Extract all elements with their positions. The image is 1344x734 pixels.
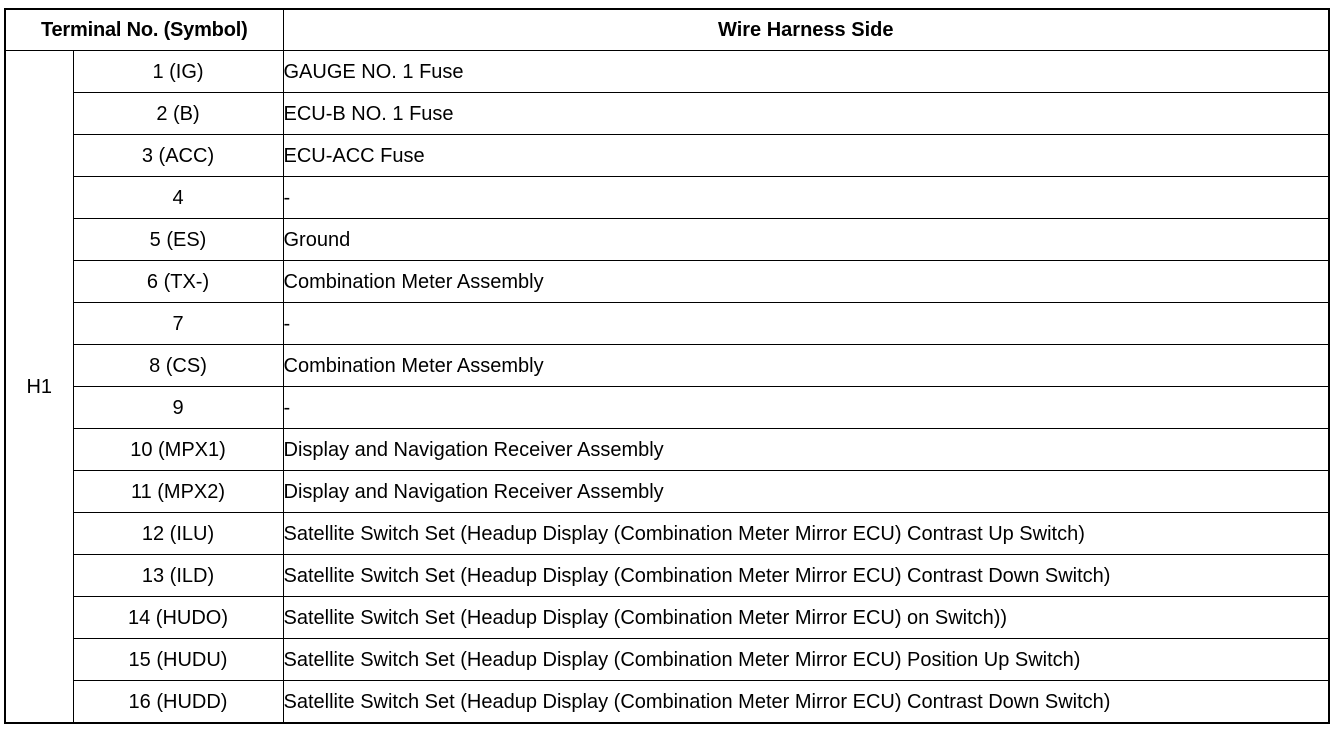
terminal-cell: 16 (HUDD) bbox=[73, 681, 283, 724]
terminal-cell: 12 (ILU) bbox=[73, 513, 283, 555]
table-row bbox=[5, 387, 1329, 429]
table-row bbox=[5, 303, 1329, 345]
wire-cell: ECU-B NO. 1 Fuse bbox=[283, 93, 1329, 135]
table-body bbox=[5, 51, 1329, 724]
wire-cell: Satellite Switch Set (Headup Display (Combination Meter Mirror ECU) on Switch)) bbox=[283, 597, 1329, 639]
terminal-cell: 6 (TX-) bbox=[73, 261, 283, 303]
terminal-table bbox=[4, 8, 1330, 724]
wire-cell: Display and Navigation Receiver Assembly bbox=[283, 429, 1329, 471]
terminal-cell: 11 (MPX2) bbox=[73, 471, 283, 513]
wire-cell: - bbox=[283, 177, 1329, 219]
terminal-cell: 8 (CS) bbox=[73, 345, 283, 387]
wire-cell: - bbox=[283, 387, 1329, 429]
wire-cell: - bbox=[283, 303, 1329, 345]
table-row bbox=[5, 429, 1329, 471]
wire-cell: GAUGE NO. 1 Fuse bbox=[283, 51, 1329, 93]
table-row bbox=[5, 219, 1329, 261]
wire-cell: Display and Navigation Receiver Assembly bbox=[283, 471, 1329, 513]
wire-cell: Combination Meter Assembly bbox=[283, 261, 1329, 303]
table-row bbox=[5, 639, 1329, 681]
terminal-cell: 5 (ES) bbox=[73, 219, 283, 261]
table-row bbox=[5, 261, 1329, 303]
table-row bbox=[5, 471, 1329, 513]
wire-cell: Satellite Switch Set (Headup Display (Combination Meter Mirror ECU) Contrast Down Switch) bbox=[283, 555, 1329, 597]
terminal-cell: 3 (ACC) bbox=[73, 135, 283, 177]
wire-cell: Combination Meter Assembly bbox=[283, 345, 1329, 387]
header-row bbox=[5, 9, 1329, 51]
header-wire-harness-side: Wire Harness Side bbox=[283, 9, 1329, 51]
wire-cell: Ground bbox=[283, 219, 1329, 261]
terminal-cell: 7 bbox=[73, 303, 283, 345]
connector-cell: H1 bbox=[5, 51, 73, 724]
terminal-cell: 13 (ILD) bbox=[73, 555, 283, 597]
terminal-cell: 10 (MPX1) bbox=[73, 429, 283, 471]
table-row bbox=[5, 555, 1329, 597]
table-row bbox=[5, 93, 1329, 135]
terminal-cell: 9 bbox=[73, 387, 283, 429]
table-row bbox=[5, 513, 1329, 555]
terminal-cell: 2 (B) bbox=[73, 93, 283, 135]
wire-cell: Satellite Switch Set (Headup Display (Combination Meter Mirror ECU) Contrast Down Switch) bbox=[283, 681, 1329, 724]
table-row bbox=[5, 177, 1329, 219]
wire-cell: Satellite Switch Set (Headup Display (Combination Meter Mirror ECU) Position Up Switch) bbox=[283, 639, 1329, 681]
table-row bbox=[5, 135, 1329, 177]
header-terminal-no: Terminal No. (Symbol) bbox=[5, 9, 283, 51]
table-header bbox=[5, 9, 1329, 51]
wire-cell: ECU-ACC Fuse bbox=[283, 135, 1329, 177]
table-row bbox=[5, 51, 1329, 93]
terminal-cell: 15 (HUDU) bbox=[73, 639, 283, 681]
table-row bbox=[5, 345, 1329, 387]
table-row bbox=[5, 681, 1329, 724]
terminal-cell: 14 (HUDO) bbox=[73, 597, 283, 639]
wire-cell: Satellite Switch Set (Headup Display (Combination Meter Mirror ECU) Contrast Up Switch) bbox=[283, 513, 1329, 555]
table-row bbox=[5, 597, 1329, 639]
terminal-cell: 1 (IG) bbox=[73, 51, 283, 93]
terminal-cell: 4 bbox=[73, 177, 283, 219]
